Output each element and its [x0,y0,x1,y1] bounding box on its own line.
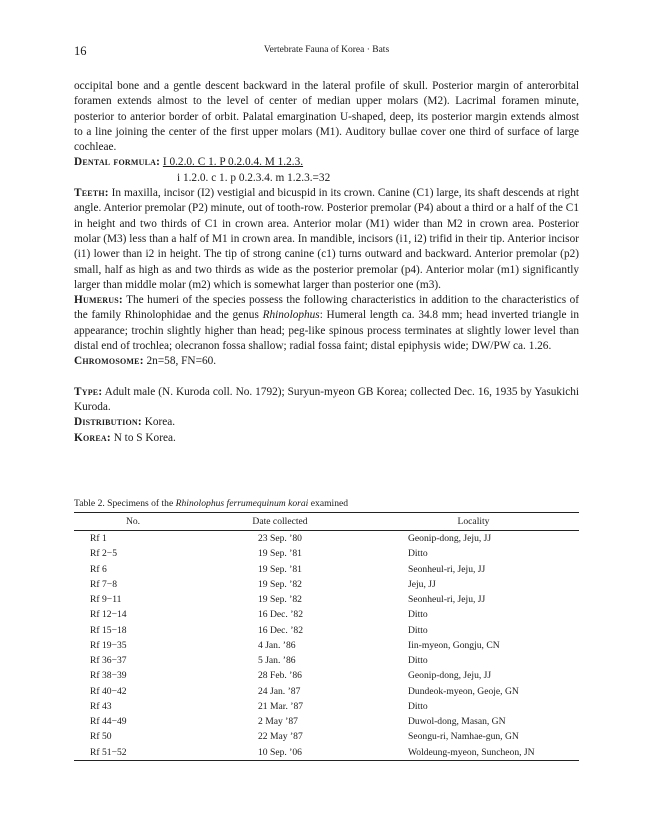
cell-date-collected: 24 Jan. ’87 [258,685,301,697]
dental-formula [74,155,579,170]
cell-locality: Seongu-ri, Namhae-gun, GN [408,731,519,743]
distribution-text: Korea. [144,416,176,429]
table-caption [74,498,579,509]
column-header-locality: Locality [368,513,579,531]
cell-date-collected: 19 Sep. ’82 [258,578,302,590]
table-row [74,714,579,729]
skull-description-paragraph: occipital bone and a gentle descent backward in the lateral profile of skull. Posterior margin of anterorbital foramen extends almost to the level of center of median upper molars (M2). Lacrimal foramen minute, posterior to anterior border of orbit. Palatal emargination U-shaped, deep, its posterior margin extends almost to a line joining the center of the first upper molars (M1). Auditory bullae cover one third of surface of large cochleae. [74,80,579,154]
chromosome-label: Chromosome: [74,355,144,368]
cell-date-collected: 28 Feb. ’86 [258,670,302,682]
cell-date-collected: 2 May ’87 [258,716,298,727]
table-caption-prefix: Table 2. Specimens of the [74,498,176,509]
cell-specimen-no: Rf 40−42 [90,685,127,697]
table-row [74,668,579,683]
teeth-paragraph [74,186,579,293]
cell-specimen-no: Rf 43 [90,700,112,712]
cell-locality: Duwol-dong, Masan, GN [408,716,506,727]
table-body [74,531,579,761]
table-header-row [74,513,579,531]
specimen-table-section [74,498,579,761]
teeth-text: In maxilla, incisor (I2) vestigial and bicuspid in its crown. Canine (C1) large, its shaft descends at right angle. Anterior premolar (P2) minute, out of tooth-row. Posterior premolar (P4) about a third or a half of the C1 in height and two thirds of C1 in crown area. Anterior molar (M1) wider than M2 in crown area. Posterior molar (M3) less than a half of M1 in crown area. In mandible, incisors (i1, i2) trifid in their tip. Anterior incisor (i1) lower than i2 in height. The tip of strong canine (c1) turns outward and backward. Anterior premolar (p2) small, half as high as and two thirds as wide as the posterior premolar (p4). Anterior molar (m1) significantly larger than middle molar (m2) which is somewhat larger than posterior one (m3). [74,187,579,291]
page-header [74,44,579,60]
humerus-label: Humerus: [74,294,123,307]
cell-date-collected: 16 Dec. ’82 [258,609,304,621]
cell-specimen-no: Rf 44−49 [90,716,127,727]
type-label: Type: [74,385,103,398]
table-row [74,684,579,699]
chromosome-paragraph [74,354,579,369]
humerus-text-b: : Humeral length ca. 34.8 mm; head inverted triangle in appearance; trochin slightly higher than head; peg-like spinous process terminates at slightly lower level than distal end of trochlea; olecranon fossa shallow; radial fossa faint; distal epiphysis wide; DW/PW ca. 1.26. [74,309,579,353]
cell-date-collected: 5 Jan. ’86 [258,655,296,666]
cell-specimen-no: Rf 36−37 [90,655,127,666]
cell-locality: Ditto [408,624,428,636]
cell-locality: Ditto [408,700,428,712]
humerus-paragraph [74,293,579,354]
cell-specimen-no: Rf 12−14 [90,609,127,621]
body-text [74,79,579,446]
cell-locality: Geonip-dong, Jeju, JJ [408,533,492,544]
dental-formula-upper: I 0.2.0. C 1. P 0.2.0.4. M 1.2.3. [162,156,304,169]
cell-specimen-no: Rf 9−11 [90,594,122,605]
cell-locality: Seonheul-ri, Jeju, JJ [408,563,486,575]
cell-date-collected: 21 Mar. ’87 [258,700,304,712]
cell-date-collected: 10 Sep. ’06 [192,745,368,761]
cell-specimen-no: Rf 19−35 [90,639,127,651]
cell-specimen-no: Rf 7−8 [90,578,117,590]
table-row [74,638,579,653]
table-row [74,531,579,547]
dental-formula-label: Dental formula: [74,156,161,169]
cell-specimen-no: Rf 2−5 [90,548,117,560]
distribution-label: Distribution: [74,416,142,429]
type-text: Adult male (N. Kuroda coll. No. 1792); Suryun-myeon GB Korea; collected Dec. 16, 1935 by Yasukichi Kuroda. [74,385,580,413]
specimen-table [74,512,579,761]
column-header-no: No. [74,513,192,531]
table-row [74,653,579,668]
chromosome-text: 2n=58, FN=60. [146,355,217,368]
cell-specimen-no: Rf 6 [90,563,107,575]
korea-text: N to S Korea. [113,431,176,444]
cell-date-collected: 4 Jan. ’86 [258,639,296,651]
table-row [74,623,579,638]
cell-locality: Ditto [408,609,428,621]
humerus-text-a: The humeri of the species possess the following characteristics in addition to the characteristics of the family Rhinolophidae and the genus [74,294,579,322]
table-row [74,562,579,577]
table-row [74,699,579,714]
cell-date-collected: 19 Sep. ’82 [258,594,302,605]
cell-specimen-no: Rf 50 [90,731,112,743]
distribution-paragraph [74,415,579,430]
table-row [74,592,579,607]
column-header-date: Date collected [192,513,368,531]
cell-specimen-no: Rf 1 [90,533,107,544]
cell-locality: Jeju, JJ [408,578,436,590]
korea-label: Korea: [74,431,111,444]
cell-date-collected: 19 Sep. ’81 [258,548,302,560]
cell-locality: Seonheul-ri, Jeju, JJ [408,594,486,605]
cell-locality: Woldeung-myeon, Suncheon, JN [368,745,579,761]
table-row [74,546,579,561]
page-number: 16 [74,44,87,58]
table-caption-species: Rhinolophus ferrumequinum korai [175,498,309,509]
cell-specimen-no: Rf 15−18 [90,624,127,636]
type-paragraph [74,385,579,416]
humerus-genus: Rhinolophus [262,309,320,322]
table-row [74,745,579,761]
table-row [74,729,579,744]
cell-date-collected: 16 Dec. ’82 [258,624,304,636]
cell-specimen-no: Rf 51−52 [74,745,192,761]
cell-specimen-no: Rf 38−39 [90,670,127,682]
teeth-label: Teeth: [74,187,109,200]
cell-locality: Ditto [408,655,428,666]
cell-date-collected: 22 May ’87 [258,731,303,743]
cell-locality: Geonip-dong, Jeju, JJ [408,670,492,682]
cell-date-collected: 19 Sep. ’81 [258,563,302,575]
table-row [74,607,579,622]
cell-locality: Iin-myeon, Gongju, CN [408,639,500,651]
cell-locality: Ditto [408,548,428,560]
table-row [74,577,579,592]
dental-formula-lower: i 1.2.0. c 1. p 0.2.3.4. m 1.2.3.=32 [177,171,331,184]
table-caption-suffix: examined [308,498,349,509]
running-head: Vertebrate Fauna of Korea · Bats [263,45,390,55]
cell-date-collected: 23 Sep. ’80 [258,533,302,544]
korea-paragraph [74,431,579,446]
cell-locality: Dundeok-myeon, Geoje, GN [408,685,519,697]
